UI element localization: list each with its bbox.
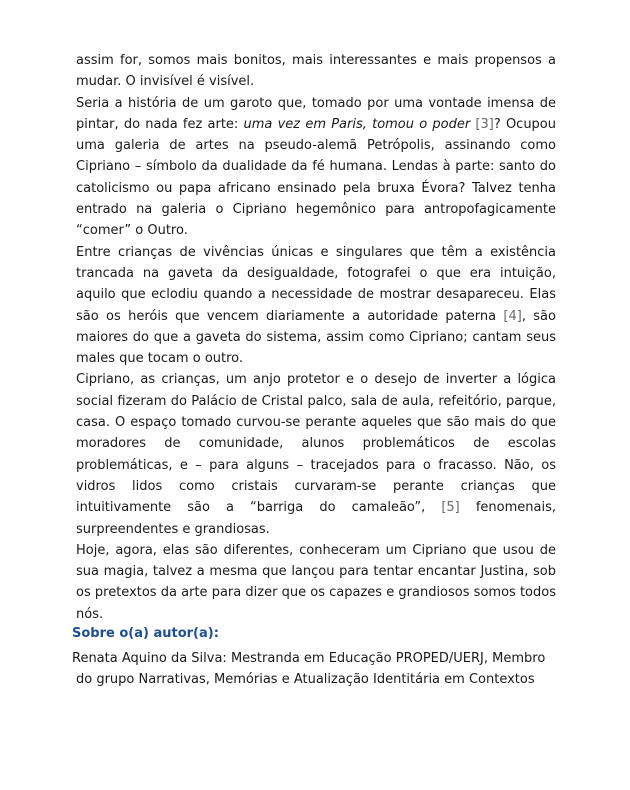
paragraph-3-text-b: , são maiores do que a gaveta do sistema, assim como Cipriano; cantam seus males que tocam o outro.	[76, 308, 556, 367]
footnote-ref-5[interactable]: [5]	[441, 500, 460, 516]
about-author-heading: Sobre o(a) autor(a):	[72, 626, 219, 641]
footnote-ref-3[interactable]: [3]	[475, 116, 494, 132]
author-bio-line-2: do grupo Narrativas, Memórias e Atualização Identitária em Contextos	[76, 672, 535, 688]
author-bio	[72, 648, 556, 691]
paragraph-5	[76, 540, 556, 625]
paragraph-2	[76, 93, 556, 242]
paragraph-4	[76, 369, 556, 539]
paragraph-3	[76, 242, 556, 370]
footnote-ref-4[interactable]: [4]	[503, 308, 522, 324]
paragraph-2-italic: uma vez em Paris, tomou o poder	[243, 116, 471, 132]
paragraph-2-text-b: ? Ocupou uma galeria de artes na pseudo-alemã Petrópolis, assinando como Cipriano – símbolo da dualidade da fé humana. Lendas à parte: santo do catolicismo ou papa africano ensinado pela bruxa Évora? Talvez tenha entrado na galeria o Cipriano hegemônico para antropofagicamente “comer” o Outro.	[76, 116, 557, 239]
paragraph-2-text-a: Seria a história de um garoto que, tomado por uma vontade imensa de pintar, do nada fez arte:	[76, 95, 556, 132]
paragraph-5-text: Hoje, agora, elas são diferentes, conheceram um Cipriano que usou de sua magia, talvez a mesma que lançou para tentar encantar Justina, sob os pretextos da arte para dizer que os capazes e grandiosos somos todos nós.	[76, 542, 556, 622]
article-body	[76, 50, 556, 625]
paragraph-4-text-a: Cipriano, as crianças, um anjo protetor e o desejo de inverter a lógica social fizeram do Palácio de Cristal palco, sala de aula, refeitório, parque, casa. O espaço tomado curvou-se perante aqueles que são mais do que moradores de comunidade, alunos problemáticos de escolas problemáticas, e – para alguns – tracejados para o fracasso. Não, os vidros lidos como cristais curvaram-se perante crianças que intuitivamente são a “barriga do camaleão”,	[76, 372, 556, 516]
paragraph-1-text: assim for, somos mais bonitos, mais interessantes e mais propensos a mudar. O invisível é visível.	[76, 53, 556, 90]
author-bio-line-1: Renata Aquino da Silva: Mestranda em Educação PROPED/UERJ, Membro	[72, 651, 546, 666]
paragraph-1	[76, 50, 556, 93]
paragraph-4-text-b: fenomenais, surpreendentes e grandiosas.	[76, 500, 556, 537]
paragraph-3-text-a: Entre crianças de vivências únicas e singulares que têm a existência trancada na gaveta da desigualdade, fotografei o que era intuição, aquilo que eclodiu quando a necessidade de mostrar desapareceu. Elas são os heróis que vencem diariamente a autoridade paterna	[76, 244, 556, 324]
